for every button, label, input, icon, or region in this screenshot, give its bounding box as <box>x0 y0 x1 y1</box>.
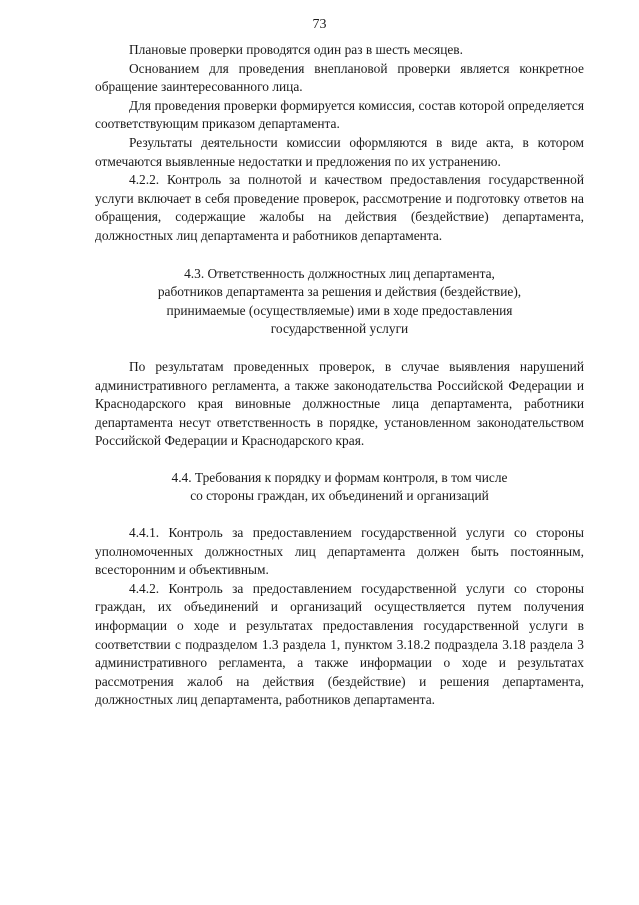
document-body <box>95 41 584 710</box>
heading-line: со стороны граждан, их объединений и организаций <box>190 488 489 504</box>
paragraph-unscheduled-basis: Основанием для проведения внеплановой проверки является конкретное обращение заинтересованного лица. <box>95 60 584 95</box>
heading-line: 4.4. Требования к порядку и формам контроля, в том числе <box>171 469 508 485</box>
heading-line: принимаемые (осуществляемые) ими в ходе предоставления <box>166 302 513 318</box>
paragraph-results: Результаты деятельности комиссии оформляются в виде акта, в котором отмечаются выявленные недостатки и предложения по их устранению. <box>95 134 584 169</box>
paragraph-scheduled-inspections: Плановые проверки проводятся один раз в шесть месяцев. <box>129 42 463 57</box>
paragraph-4-2-2: 4.2.2. Контроль за полнотой и качеством предоставления государственной услуги включает в себя проведение проверок, рассмотрение и подготовку ответов на обращения, содержащие жалобы на действия (бездействие) департамента, должностных лиц департамента и работников департамента. <box>95 172 584 243</box>
section-heading-4-3 <box>95 265 584 339</box>
heading-line: 4.3. Ответственность должностных лиц департамента, <box>184 265 495 281</box>
paragraph-commission: Для проведения проверки формируется комиссия, состав которой определяется соответствующим приказом департамента. <box>95 97 584 132</box>
paragraph-4-3-responsibility: По результатам проведенных проверок, в случае выявления нарушений административного регламента, а также законодательства Российской Федерации и Краснодарского края виновные должностные лица департамента, работники департамента несут ответственность в порядке, установленном законодательством Российской Федерации и Краснодарского края. <box>95 358 584 449</box>
paragraph-4-4-1: 4.4.1. Контроль за предоставлением государственной услуги со стороны уполномоченных должностных лиц департамента должен быть постоянным, всесторонним и объективным. <box>95 525 584 578</box>
heading-line: государственной услуги <box>270 321 409 337</box>
page-number: 73 <box>312 17 327 32</box>
section-heading-4-4 <box>95 469 584 506</box>
paragraph-4-4-2: 4.4.2. Контроль за предоставлением государственной услуги со стороны граждан, их объединений и организаций осуществляется путем получения информации о ходе и результатах предоставления государственной услуги в соответствии с подразделом 1.3 раздела 1, пунктом 3.18.2 подраздела 3.18 раздела 3 административного регламента, а также информации о ходе и результатах рассмотрения жалоб на действия (бездействие) и решения департамента, должностных лиц департамента, работников департамента. <box>95 580 584 708</box>
heading-line: работников департамента за решения и действия (бездействие), <box>157 284 522 300</box>
